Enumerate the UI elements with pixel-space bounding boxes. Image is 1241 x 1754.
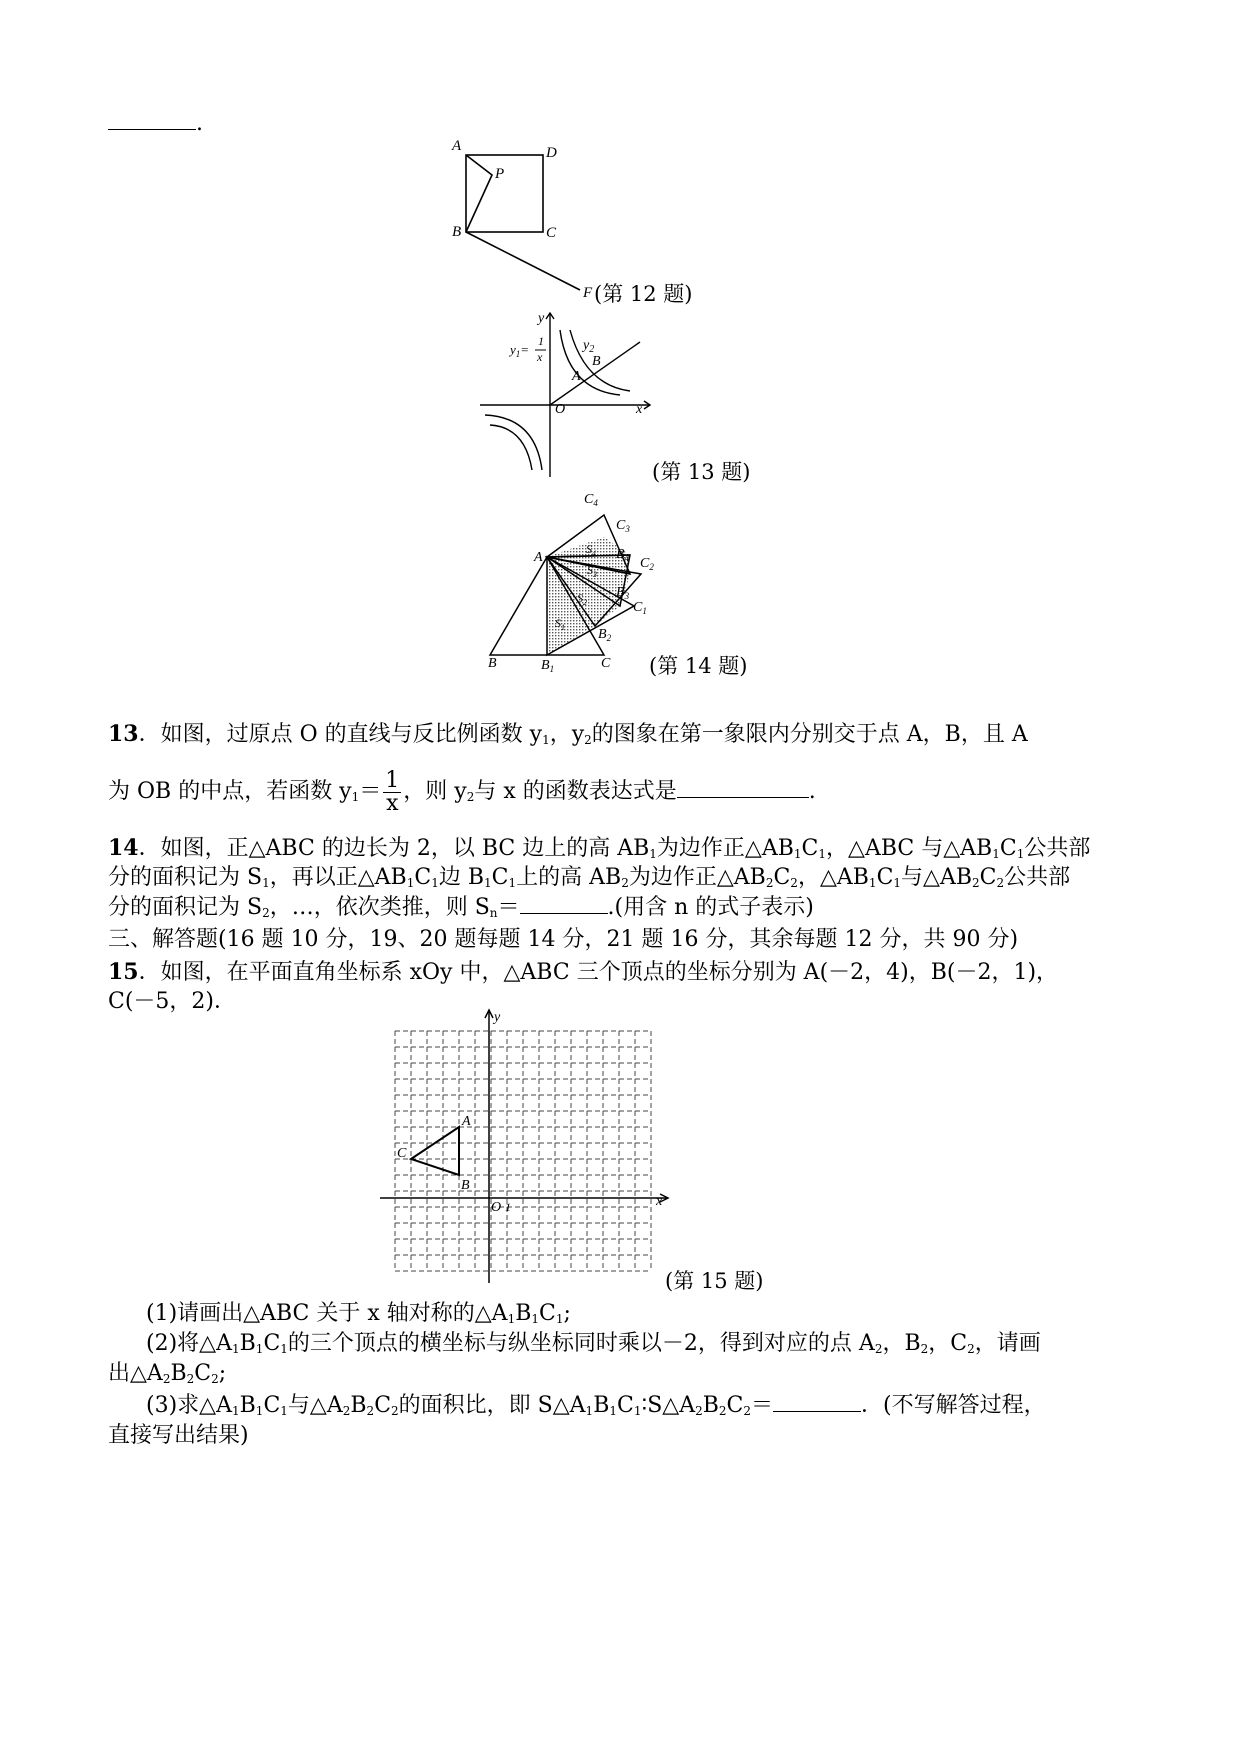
q15-part2-line2: 出$\triangle A_2B_2C_2$; [108,1361,227,1386]
fig13-label-x-axis: x [636,402,643,417]
figure-13 [480,305,680,480]
q13-fraction: $\frac{1}{x}$ [385,767,400,816]
q14-number: 14 [108,835,139,861]
q14-line2: 分的面积记为 $S_1$，再以正$\triangle AB_1C_1$边 $B_1C_1$上的高 $AB_2$为边作正$\triangle AB_2C_2$，$\triangle AB_1C_1$与$\triangle AB_2C_2$公共部 [108,865,1071,890]
fig13-label-B: B [592,354,601,369]
fig13-label-origin: O [555,402,566,417]
fig13-label-num: 1 [538,334,544,348]
fig15-label-x: x [656,1194,663,1209]
fig15-label-y: y [494,1010,501,1025]
fig14-label-B2: $B_2$ [598,627,612,643]
fig13-label-y2: $y_2$ [583,338,595,355]
fig15-label-C: C [397,1146,407,1161]
fig14-label-B1: $B_1$ [541,658,555,674]
fig14-label-C1: $C_1$ [633,600,647,616]
fig14-label-B: B [488,656,497,671]
fig14-label-S3: $S_3$ [587,563,597,579]
fig14-label-B4: $B_4$ [616,547,630,563]
fig14-label-C3: $C_3$ [616,518,630,534]
q15-part3-line1: (3)求$\triangle A_1B_1C_1$与$\triangle A_2B_2C_2$的面积比，即 $S\triangle A_1B_1C_1∶S\triangle A_2B_2C_2=$ ．(不写解答过程， [146,1393,1046,1418]
fig15-label-B: B [461,1178,470,1193]
fig14-label-C4: $C_4$ [584,492,598,508]
fig15-label-A: A [462,1114,471,1129]
fig15-caption: (第 15 题) [665,1269,764,1293]
q14-line1: 14．如图，正△ABC 的边长为 2，以 BC 边上的高 $AB_1$为边作正$\triangle AB_1C_1$，△ABC 与$\triangle AB_1C_1$公共部 [108,835,1091,861]
q13-line1: 13．如图，过原点 O 的直线与反比例函数 $y_1$，$y_2$的图象在第一象限内分别交于点 A，B，且 A [108,721,1028,747]
fig13-label-y-axis: y [538,311,545,326]
fig12-label-P: P [495,166,505,182]
fig14-label-S1: $S_1$ [555,616,565,632]
fig14-label-B3: $B_3$ [616,585,630,601]
fig15-label-one: 1 [505,1200,511,1214]
fig12-label-C: C [546,225,557,241]
top-answer-blank: . [108,110,203,138]
fig12-label-A: A [452,138,462,154]
fig14-label-C: C [601,656,611,671]
fig13-caption: (第 13 题) [652,460,751,484]
q15-answer-blank [773,1393,861,1412]
fig14-label-A: A [534,550,543,565]
q15-part2-line1: (2)将$\triangle A_1B_1C_1$的三个顶点的横坐标与纵坐标同时乘以－2，得到对应的点 $A_2$，$B_2$，$C_2$，请画 [146,1331,1041,1356]
q13-line2: 为 OB 的中点，若函数 $y_1=$ $\frac{1}{x}$ ，则 $y_2$与 x 的函数表达式是 . [108,767,816,816]
fig12-caption: (第 12 题) [594,282,693,306]
q15-line2: C(－5，2)． [108,989,236,1014]
fig14-label-S2: $S_2$ [577,591,587,607]
fig15-label-O: O [491,1200,502,1215]
fig14-caption: (第 14 题) [649,654,748,678]
q15-number: 15 [108,959,139,985]
q15-line1: 15．如图，在平面直角坐标系 xOy 中，△ABC 三个顶点的坐标分别为 A(－2，4)，B(－2，1)， [108,959,1059,985]
q15-part1: (1)请画出△ABC 关于 x 轴对称的$\triangle A_1B_1C_1$; [146,1301,571,1326]
fig12-label-B: B [452,224,462,240]
fig14-label-C2: $C_2$ [640,556,654,572]
figure-15 [380,1005,680,1305]
fig13-label-den: x [537,350,543,364]
fig13-label-y1: $y_1=$ [510,342,530,359]
q14-answer-blank [520,895,608,914]
q13-number: 13 [108,721,139,747]
q14-line3: 分的面积记为 $S_2$，…，依次类推，则 $S_n=$ .(用含 n 的式子表示) [108,895,814,920]
fig12-label-F: F [583,285,593,301]
q15-part3-line2: 直接写出结果) [108,1423,249,1448]
fig12-label-D: D [546,145,557,161]
fig14-label-S4: $S_4$ [586,542,596,558]
triangle-abc [411,1127,459,1175]
q13-answer-blank [677,779,809,798]
section-3-heading: 三、解答题(16 题 10 分，19、20 题每题 14 分，21 题 16 分，其余每题 12 分，共 90 分) [108,927,1019,952]
fig13-label-A: A [572,369,581,384]
